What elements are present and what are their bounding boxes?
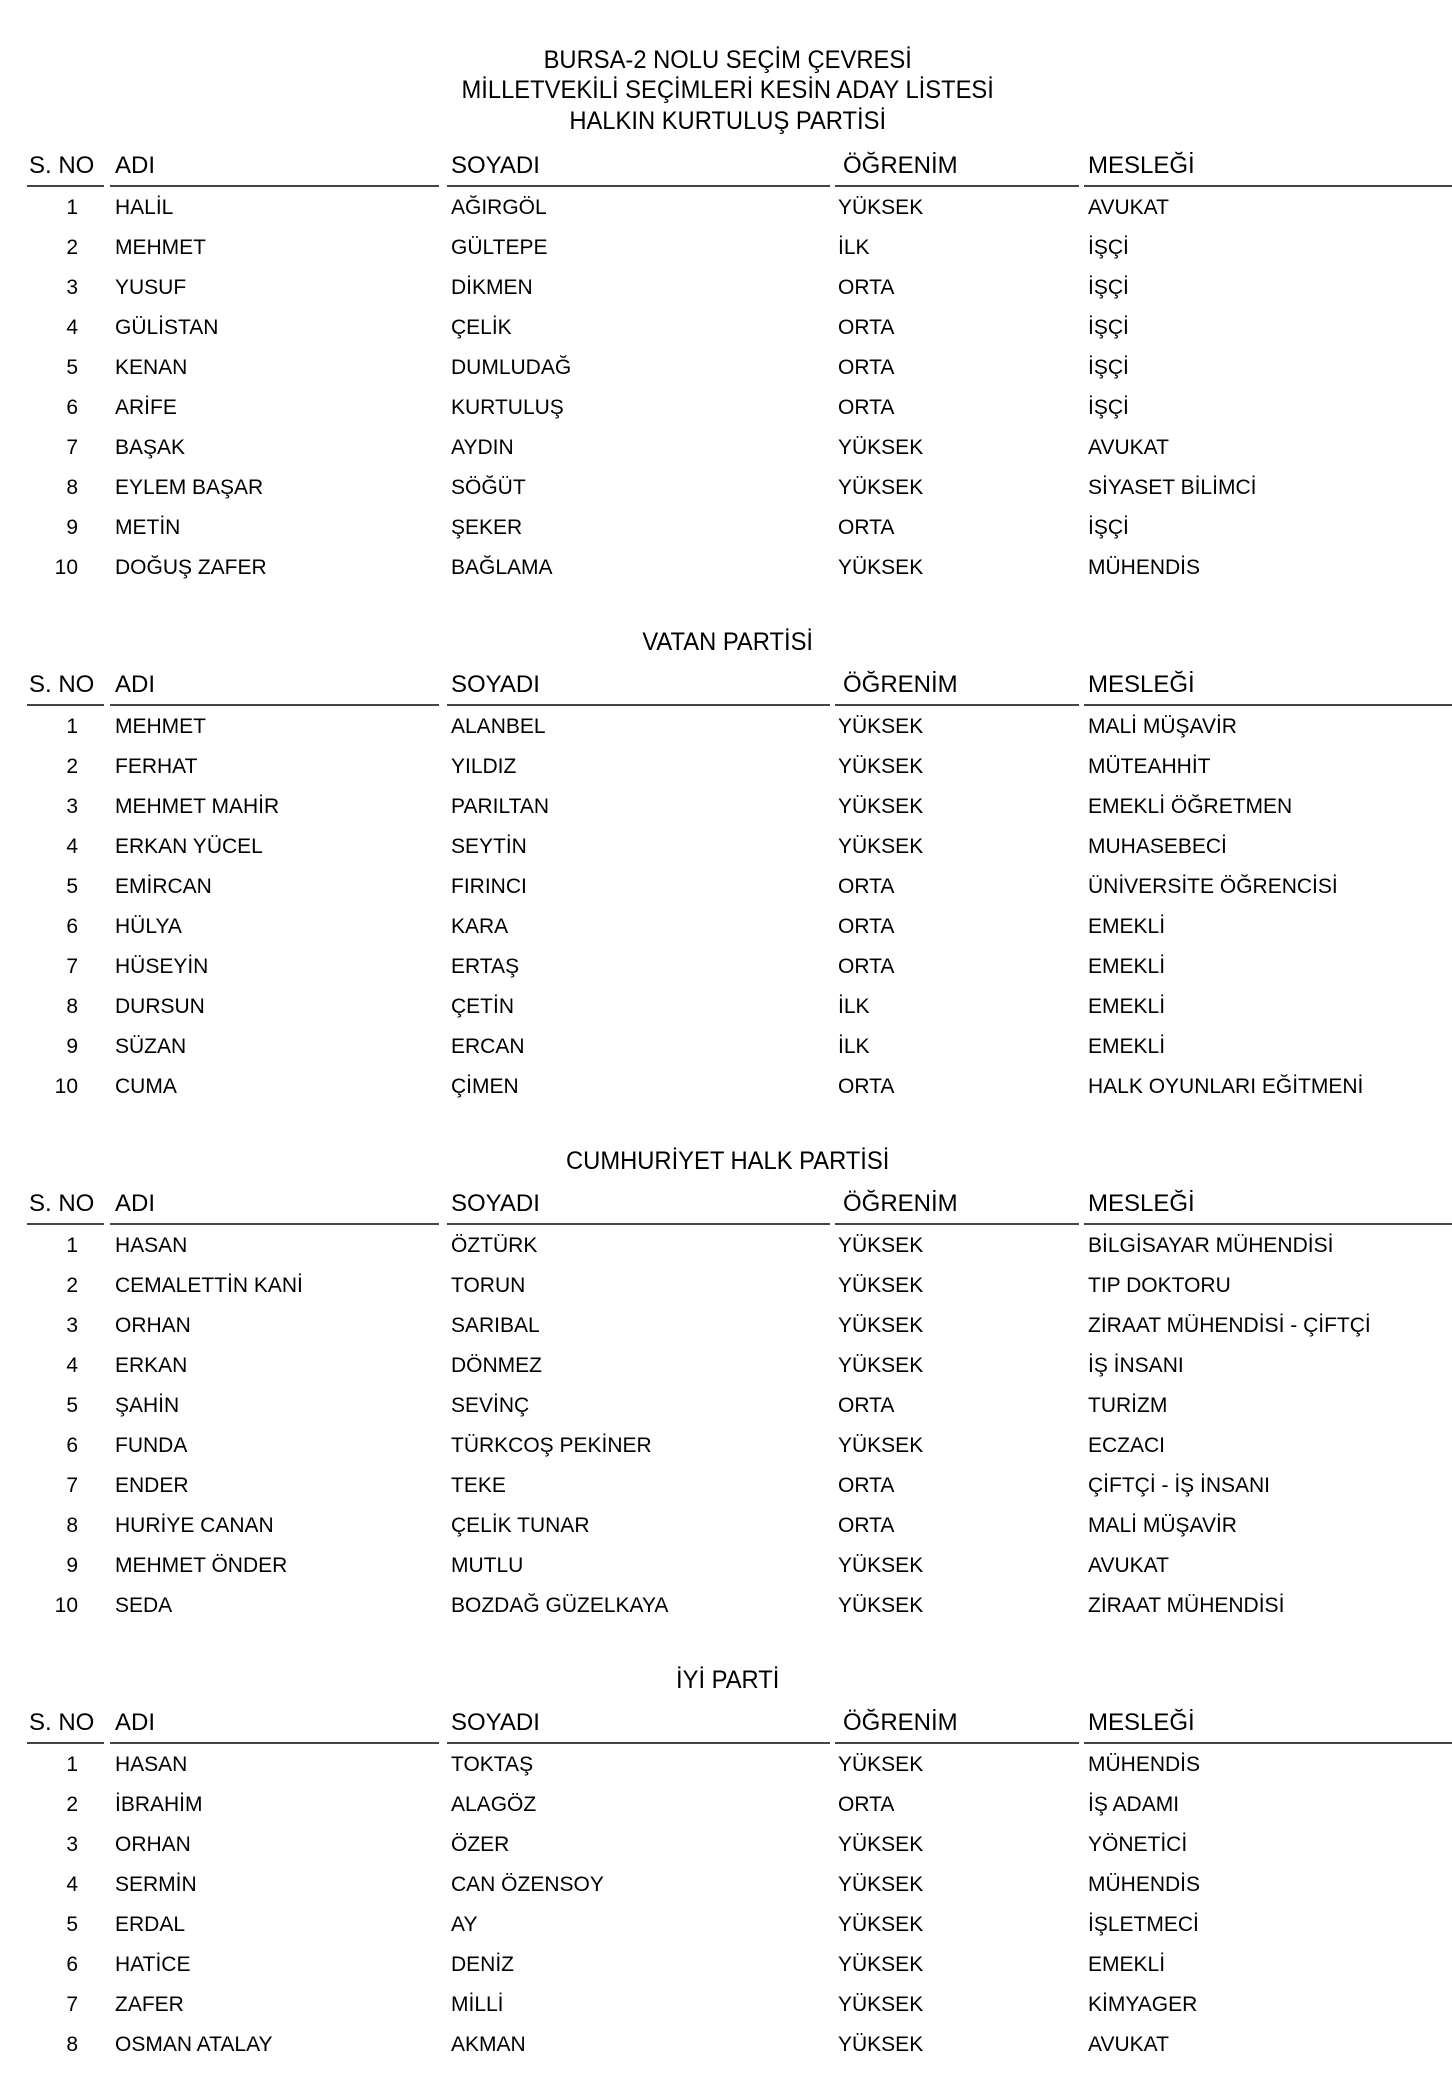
candidate-first-name: HÜSEYİN bbox=[115, 955, 209, 978]
candidate-education: YÜKSEK bbox=[838, 1594, 924, 1617]
candidate-first-name: METİN bbox=[115, 516, 181, 539]
candidate-sno: 2 bbox=[66, 1793, 78, 1816]
candidate-sno: 4 bbox=[66, 835, 78, 858]
candidate-occupation: MÜHENDİS bbox=[1088, 1873, 1201, 1896]
candidate-last-name: ÇİMEN bbox=[451, 1075, 519, 1098]
candidate-education: ORTA bbox=[838, 915, 895, 938]
candidate-first-name: FUNDA bbox=[115, 1434, 188, 1457]
candidate-first-name: EYLEM BAŞAR bbox=[115, 476, 264, 499]
column-header-occupation: MESLEĞİ bbox=[1088, 1190, 1195, 1217]
candidate-occupation: AVUKAT bbox=[1088, 196, 1169, 219]
candidate-occupation: MALİ MÜŞAVİR bbox=[1088, 715, 1237, 738]
candidate-first-name: SEDA bbox=[115, 1594, 173, 1617]
column-header-education: ÖĞRENİM bbox=[843, 671, 958, 698]
candidate-education: ORTA bbox=[838, 396, 895, 419]
candidate-sno: 10 bbox=[54, 1594, 78, 1617]
candidate-sno: 9 bbox=[66, 1554, 78, 1577]
header-underline bbox=[1084, 704, 1452, 706]
document-title-line-1: BURSA-2 NOLU SEÇİM ÇEVRESİ bbox=[543, 46, 912, 74]
candidate-sno: 6 bbox=[66, 1953, 78, 1976]
candidate-education: YÜKSEK bbox=[838, 795, 924, 818]
candidate-sno: 3 bbox=[66, 795, 78, 818]
candidate-first-name: OSMAN ATALAY bbox=[115, 2033, 273, 2056]
candidate-sno: 2 bbox=[66, 755, 78, 778]
candidate-education: ORTA bbox=[838, 276, 895, 299]
candidate-last-name: SÖĞÜT bbox=[451, 476, 526, 499]
candidate-first-name: ARİFE bbox=[115, 396, 177, 419]
candidate-first-name: ENDER bbox=[115, 1474, 189, 1497]
candidate-last-name: DENİZ bbox=[451, 1953, 514, 1976]
candidate-first-name: DURSUN bbox=[115, 995, 205, 1018]
candidate-sno: 2 bbox=[66, 236, 78, 259]
candidate-education: İLK bbox=[838, 995, 870, 1018]
candidate-education: YÜKSEK bbox=[838, 755, 924, 778]
column-header-education: ÖĞRENİM bbox=[843, 1709, 958, 1736]
candidate-occupation: HALK OYUNLARI EĞİTMENİ bbox=[1088, 1075, 1364, 1098]
candidate-occupation: MÜHENDİS bbox=[1088, 1753, 1201, 1776]
candidate-sno: 5 bbox=[66, 1913, 78, 1936]
candidate-first-name: ZAFER bbox=[115, 1993, 184, 2016]
candidate-first-name: MEHMET ÖNDER bbox=[115, 1554, 288, 1577]
column-header-occupation: MESLEĞİ bbox=[1088, 1709, 1195, 1736]
candidate-education: YÜKSEK bbox=[838, 1833, 924, 1856]
candidate-first-name: MEHMET MAHİR bbox=[115, 795, 280, 818]
candidate-occupation: AVUKAT bbox=[1088, 436, 1169, 459]
candidate-education: YÜKSEK bbox=[838, 1314, 924, 1337]
candidate-last-name: AYDIN bbox=[451, 436, 514, 459]
candidate-first-name: MEHMET bbox=[115, 715, 206, 738]
candidate-first-name: SERMİN bbox=[115, 1873, 197, 1896]
candidate-education: YÜKSEK bbox=[838, 1554, 924, 1577]
candidate-last-name: ÖZTÜRK bbox=[451, 1234, 538, 1257]
candidate-last-name: DÖNMEZ bbox=[451, 1354, 542, 1377]
candidate-first-name: FERHAT bbox=[115, 755, 198, 778]
candidate-first-name: CUMA bbox=[115, 1075, 177, 1098]
candidate-last-name: DUMLUDAĞ bbox=[451, 356, 572, 379]
candidate-sno: 6 bbox=[66, 396, 78, 419]
header-underline bbox=[835, 1223, 1079, 1225]
candidate-last-name: TÜRKCOŞ PEKİNER bbox=[451, 1434, 652, 1457]
candidate-education: YÜKSEK bbox=[838, 476, 924, 499]
candidate-sno: 7 bbox=[66, 1993, 78, 2016]
candidate-sno: 5 bbox=[66, 1394, 78, 1417]
candidate-occupation: ECZACI bbox=[1088, 1434, 1166, 1457]
candidate-occupation: EMEKLİ bbox=[1088, 955, 1166, 978]
candidate-sno: 8 bbox=[66, 476, 78, 499]
candidate-first-name: KENAN bbox=[115, 356, 188, 379]
candidate-first-name: HALİL bbox=[115, 196, 174, 219]
candidate-sno: 9 bbox=[66, 516, 78, 539]
candidate-occupation: İŞ ADAMI bbox=[1088, 1793, 1180, 1816]
candidate-sno: 7 bbox=[66, 1474, 78, 1497]
candidate-education: YÜKSEK bbox=[838, 835, 924, 858]
candidate-education: ORTA bbox=[838, 1793, 895, 1816]
candidate-education: İLK bbox=[838, 1035, 870, 1058]
header-underline bbox=[110, 185, 439, 187]
candidate-sno: 4 bbox=[66, 1873, 78, 1896]
candidate-sno: 3 bbox=[66, 276, 78, 299]
candidate-last-name: ÖZER bbox=[451, 1833, 510, 1856]
candidate-education: YÜKSEK bbox=[838, 715, 924, 738]
header-underline bbox=[835, 704, 1079, 706]
candidate-sno: 4 bbox=[66, 316, 78, 339]
candidate-last-name: BOZDAĞ GÜZELKAYA bbox=[451, 1594, 669, 1617]
candidate-sno: 1 bbox=[66, 1753, 78, 1776]
candidate-occupation: İŞÇİ bbox=[1088, 356, 1129, 379]
candidate-occupation: BİLGİSAYAR MÜHENDİSİ bbox=[1088, 1234, 1334, 1257]
header-underline bbox=[1084, 1742, 1452, 1744]
candidate-last-name: GÜLTEPE bbox=[451, 236, 548, 259]
candidate-last-name: ERCAN bbox=[451, 1035, 525, 1058]
candidate-last-name: TORUN bbox=[451, 1274, 526, 1297]
candidate-last-name: TEKE bbox=[451, 1474, 506, 1497]
party-title: HALKIN KURTULUŞ PARTİSİ bbox=[569, 107, 887, 135]
candidate-occupation: MÜTEAHHİT bbox=[1088, 755, 1211, 778]
candidate-occupation: SİYASET BİLİMCİ bbox=[1088, 476, 1257, 499]
candidate-education: YÜKSEK bbox=[838, 556, 924, 579]
candidate-last-name: AY bbox=[451, 1913, 478, 1936]
column-header-first-name: ADI bbox=[115, 1709, 156, 1736]
candidate-education: ORTA bbox=[838, 356, 895, 379]
candidate-sno: 10 bbox=[54, 1075, 78, 1098]
candidate-sno: 4 bbox=[66, 1354, 78, 1377]
candidate-sno: 9 bbox=[66, 1035, 78, 1058]
candidate-occupation: EMEKLİ bbox=[1088, 1953, 1166, 1976]
candidate-first-name: YUSUF bbox=[115, 276, 187, 299]
candidate-education: YÜKSEK bbox=[838, 1873, 924, 1896]
candidate-first-name: MEHMET bbox=[115, 236, 206, 259]
candidate-last-name: AĞIRGÖL bbox=[451, 196, 547, 219]
header-underline bbox=[1084, 1223, 1452, 1225]
candidate-occupation: ÇİFTÇİ - İŞ İNSANI bbox=[1088, 1474, 1271, 1497]
candidate-first-name: DOĞUŞ ZAFER bbox=[115, 556, 267, 579]
candidate-sno: 6 bbox=[66, 1434, 78, 1457]
candidate-first-name: ORHAN bbox=[115, 1833, 191, 1856]
candidate-first-name: ERKAN YÜCEL bbox=[115, 835, 263, 858]
candidate-occupation: ZİRAAT MÜHENDİSİ - ÇİFTÇİ bbox=[1088, 1314, 1371, 1337]
candidate-first-name: HURİYE CANAN bbox=[115, 1514, 274, 1537]
candidate-occupation: İŞÇİ bbox=[1088, 316, 1129, 339]
candidate-last-name: ALAGÖZ bbox=[451, 1793, 537, 1816]
column-header-occupation: MESLEĞİ bbox=[1088, 671, 1195, 698]
candidate-occupation: İŞLETMECİ bbox=[1088, 1913, 1199, 1936]
candidate-sno: 3 bbox=[66, 1833, 78, 1856]
candidate-first-name: ŞAHİN bbox=[115, 1394, 180, 1417]
candidate-first-name: EMİRCAN bbox=[115, 875, 212, 898]
candidate-education: YÜKSEK bbox=[838, 1274, 924, 1297]
candidate-sno: 1 bbox=[66, 196, 78, 219]
column-header-first-name: ADI bbox=[115, 1190, 156, 1217]
header-underline bbox=[447, 185, 830, 187]
header-underline bbox=[447, 704, 830, 706]
candidate-education: İLK bbox=[838, 236, 870, 259]
candidate-sno: 5 bbox=[66, 875, 78, 898]
candidate-education: ORTA bbox=[838, 1514, 895, 1537]
candidate-last-name: YILDIZ bbox=[451, 755, 517, 778]
candidate-sno: 2 bbox=[66, 1274, 78, 1297]
column-header-education: ÖĞRENİM bbox=[843, 152, 958, 179]
header-underline bbox=[27, 1742, 104, 1744]
header-underline bbox=[1084, 185, 1452, 187]
candidate-sno: 5 bbox=[66, 356, 78, 379]
candidate-education: ORTA bbox=[838, 1474, 895, 1497]
column-header-first-name: ADI bbox=[115, 152, 156, 179]
candidate-education: ORTA bbox=[838, 516, 895, 539]
candidate-sno: 7 bbox=[66, 955, 78, 978]
candidate-first-name: GÜLİSTAN bbox=[115, 316, 219, 339]
candidate-education: ORTA bbox=[838, 955, 895, 978]
candidate-last-name: DİKMEN bbox=[451, 276, 533, 299]
party-title: İYİ PARTİ bbox=[675, 1666, 780, 1694]
candidate-sno: 6 bbox=[66, 915, 78, 938]
candidate-last-name: ÇELİK TUNAR bbox=[451, 1514, 590, 1537]
candidate-occupation: İŞÇİ bbox=[1088, 516, 1129, 539]
candidate-last-name: BAĞLAMA bbox=[451, 556, 553, 579]
candidate-last-name: ALANBEL bbox=[451, 715, 546, 738]
candidate-occupation: İŞ İNSANI bbox=[1088, 1354, 1184, 1377]
candidate-last-name: SEYTİN bbox=[451, 835, 527, 858]
candidate-occupation: İŞÇİ bbox=[1088, 276, 1129, 299]
candidate-education: YÜKSEK bbox=[838, 196, 924, 219]
column-header-last-name: SOYADI bbox=[451, 1709, 540, 1736]
candidate-occupation: EMEKLİ bbox=[1088, 1035, 1166, 1058]
candidate-education: YÜKSEK bbox=[838, 1354, 924, 1377]
candidate-last-name: AKMAN bbox=[451, 2033, 526, 2056]
candidate-occupation: EMEKLİ ÖĞRETMEN bbox=[1088, 795, 1293, 818]
column-header-sno: S. NO bbox=[29, 1709, 95, 1736]
header-underline bbox=[447, 1742, 830, 1744]
candidate-education: YÜKSEK bbox=[838, 1913, 924, 1936]
candidate-occupation: MALİ MÜŞAVİR bbox=[1088, 1514, 1237, 1537]
column-header-sno: S. NO bbox=[29, 1190, 95, 1217]
candidate-occupation: ÜNİVERSİTE ÖĞRENCİSİ bbox=[1088, 875, 1338, 898]
candidate-occupation: MÜHENDİS bbox=[1088, 556, 1201, 579]
candidate-education: YÜKSEK bbox=[838, 436, 924, 459]
candidate-last-name: MUTLU bbox=[451, 1554, 524, 1577]
candidate-occupation: AVUKAT bbox=[1088, 1554, 1169, 1577]
candidate-sno: 8 bbox=[66, 2033, 78, 2056]
candidate-sno: 1 bbox=[66, 1234, 78, 1257]
header-underline bbox=[447, 1223, 830, 1225]
candidate-sno: 8 bbox=[66, 995, 78, 1018]
candidate-occupation: KİMYAGER bbox=[1088, 1993, 1198, 2016]
column-header-education: ÖĞRENİM bbox=[843, 1190, 958, 1217]
candidate-occupation: TURİZM bbox=[1088, 1394, 1168, 1417]
candidate-first-name: SÜZAN bbox=[115, 1035, 187, 1058]
candidate-occupation: EMEKLİ bbox=[1088, 995, 1166, 1018]
candidate-sno: 1 bbox=[66, 715, 78, 738]
candidate-last-name: CAN ÖZENSOY bbox=[451, 1873, 604, 1896]
candidate-first-name: İBRAHİM bbox=[115, 1793, 203, 1816]
column-header-sno: S. NO bbox=[29, 671, 95, 698]
candidate-first-name: ERKAN bbox=[115, 1354, 188, 1377]
candidate-first-name: HASAN bbox=[115, 1753, 188, 1776]
column-header-last-name: SOYADI bbox=[451, 1190, 540, 1217]
candidate-first-name: ERDAL bbox=[115, 1913, 186, 1936]
candidate-education: YÜKSEK bbox=[838, 1234, 924, 1257]
candidate-last-name: TOKTAŞ bbox=[451, 1753, 534, 1776]
header-underline bbox=[27, 1223, 104, 1225]
candidate-first-name: CEMALETTİN KANİ bbox=[115, 1274, 303, 1297]
header-underline bbox=[27, 185, 104, 187]
candidate-education: YÜKSEK bbox=[838, 1434, 924, 1457]
header-underline bbox=[110, 1223, 439, 1225]
candidate-last-name: PARILTAN bbox=[451, 795, 550, 818]
column-header-first-name: ADI bbox=[115, 671, 156, 698]
candidate-education: ORTA bbox=[838, 875, 895, 898]
candidate-occupation: YÖNETİCİ bbox=[1088, 1833, 1188, 1856]
candidate-last-name: KURTULUŞ bbox=[451, 396, 564, 419]
candidate-last-name: ŞEKER bbox=[451, 516, 523, 539]
candidate-first-name: ORHAN bbox=[115, 1314, 191, 1337]
column-header-occupation: MESLEĞİ bbox=[1088, 152, 1195, 179]
candidate-last-name: SARIBAL bbox=[451, 1314, 540, 1337]
candidate-education: ORTA bbox=[838, 1394, 895, 1417]
candidate-education: YÜKSEK bbox=[838, 1953, 924, 1976]
party-title: CUMHURİYET HALK PARTİSİ bbox=[566, 1147, 890, 1175]
candidate-first-name: HATİCE bbox=[115, 1953, 191, 1976]
candidate-last-name: ÇETİN bbox=[451, 995, 514, 1018]
candidate-education: ORTA bbox=[838, 316, 895, 339]
column-header-last-name: SOYADI bbox=[451, 152, 540, 179]
candidate-sno: 10 bbox=[54, 556, 78, 579]
candidate-education: YÜKSEK bbox=[838, 2033, 924, 2056]
candidate-occupation: ZİRAAT MÜHENDİSİ bbox=[1088, 1594, 1285, 1617]
candidate-last-name: MİLLİ bbox=[451, 1993, 504, 2016]
header-underline bbox=[110, 1742, 439, 1744]
candidate-occupation: İŞÇİ bbox=[1088, 236, 1129, 259]
candidate-sno: 8 bbox=[66, 1514, 78, 1537]
candidate-education: YÜKSEK bbox=[838, 1753, 924, 1776]
candidate-last-name: SEVİNÇ bbox=[451, 1394, 530, 1417]
candidate-occupation: MUHASEBECİ bbox=[1088, 835, 1227, 858]
candidate-last-name: FIRINCI bbox=[451, 875, 527, 898]
candidate-occupation: İŞÇİ bbox=[1088, 396, 1129, 419]
candidate-first-name: HASAN bbox=[115, 1234, 188, 1257]
candidate-occupation: TIP DOKTORU bbox=[1088, 1274, 1231, 1297]
header-underline bbox=[27, 704, 104, 706]
header-underline bbox=[835, 1742, 1079, 1744]
candidate-last-name: ERTAŞ bbox=[451, 955, 520, 978]
column-header-last-name: SOYADI bbox=[451, 671, 540, 698]
party-title: VATAN PARTİSİ bbox=[642, 628, 814, 656]
candidate-first-name: BAŞAK bbox=[115, 436, 186, 459]
column-header-sno: S. NO bbox=[29, 152, 95, 179]
document-title-line-2: MİLLETVEKİLİ SEÇİMLERİ KESİN ADAY LİSTESİ bbox=[461, 76, 994, 104]
candidate-occupation: EMEKLİ bbox=[1088, 915, 1166, 938]
candidate-education: YÜKSEK bbox=[838, 1993, 924, 2016]
candidate-education: ORTA bbox=[838, 1075, 895, 1098]
header-underline bbox=[835, 185, 1079, 187]
candidate-sno: 3 bbox=[66, 1314, 78, 1337]
header-underline bbox=[110, 704, 439, 706]
candidate-last-name: ÇELİK bbox=[451, 316, 512, 339]
candidate-occupation: AVUKAT bbox=[1088, 2033, 1169, 2056]
candidate-first-name: HÜLYA bbox=[115, 915, 182, 938]
candidate-last-name: KARA bbox=[451, 915, 509, 938]
candidate-sno: 7 bbox=[66, 436, 78, 459]
